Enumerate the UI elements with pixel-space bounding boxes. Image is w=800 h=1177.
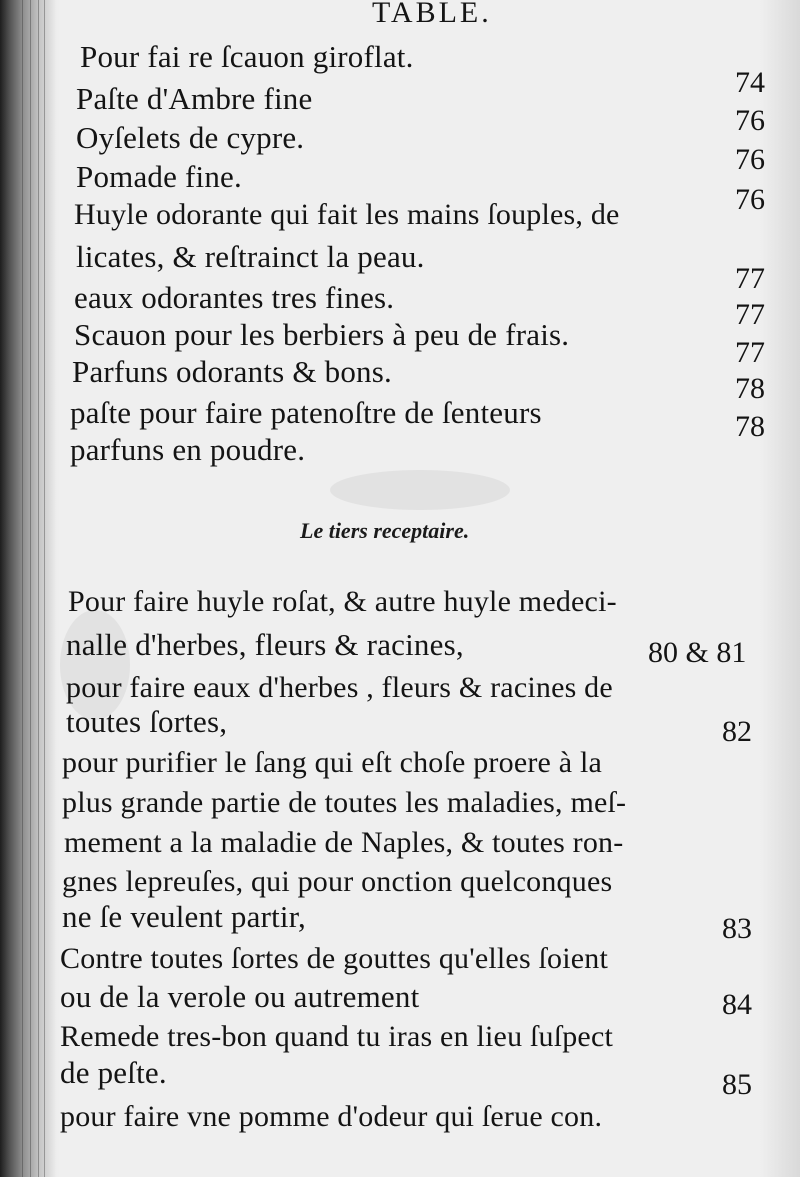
- toc-entry-text: ou de la verole ou autrement: [60, 979, 420, 1014]
- section-heading: Le tiers receptaire.: [300, 518, 470, 543]
- toc-entry-text: Scauon pour les berbiers à peu de frais.: [74, 317, 570, 352]
- toc-entry-text: Contre toutes ſortes de gouttes qu'elles ſoient: [60, 942, 609, 975]
- toc-entry-text: Oyſelets de cypre.: [76, 120, 305, 155]
- toc-entry-text: Huyle odorante qui fait les mains ſouples, de: [74, 198, 620, 231]
- toc-entry-text: licates, & reſtrainct la peau.: [76, 239, 425, 274]
- toc-entry-text: Parfuns odorants & bons.: [72, 354, 392, 389]
- toc-entry-page: 82: [722, 715, 752, 748]
- toc-entry-text: Pomade fine.: [76, 159, 242, 194]
- toc-entry-page: 84: [722, 988, 752, 1021]
- toc-entry-page: 76: [735, 143, 765, 176]
- toc-entry-text: ne ſe veulent partir,: [62, 899, 306, 934]
- toc-entry-page: 78: [735, 372, 765, 405]
- toc-entry-text: toutes ſortes,: [66, 704, 228, 739]
- toc-entry-text: mement a la maladie de Naples, & toutes ron-: [64, 826, 624, 859]
- toc-entry-text: paſte pour faire patenoſtre de ſenteurs: [70, 395, 542, 430]
- book-binding: [0, 0, 56, 1177]
- paper-stain: [330, 470, 510, 510]
- toc-entry-page: 77: [735, 336, 765, 369]
- toc-entry-page: 77: [735, 298, 765, 331]
- toc-entry-text: pour faire vne pomme d'odeur qui ſerue con.: [60, 1100, 603, 1133]
- toc-entry-page: 76: [735, 183, 765, 216]
- toc-entry-text: parfuns en poudre.: [70, 432, 306, 467]
- running-head: TABLE.: [372, 0, 492, 29]
- toc-entry-page: 74: [735, 66, 765, 99]
- toc-entry-page: 78: [735, 410, 765, 443]
- toc-entry-text: gnes lepreuſes, qui pour onction quelconques: [62, 865, 613, 898]
- toc-entry-page: 85: [722, 1068, 752, 1101]
- toc-entry-text: nalle d'herbes, fleurs & racines,: [66, 627, 464, 662]
- toc-entry-text: pour faire eaux d'herbes , fleurs & racines de: [66, 671, 613, 704]
- toc-entry-page: 83: [722, 912, 752, 945]
- toc-entry-text: Paſte d'Ambre fine: [76, 81, 313, 116]
- toc-entry-page: 76: [735, 104, 765, 137]
- toc-entry-text: de peſte.: [60, 1055, 167, 1090]
- toc-entry-text: pour purifier le ſang qui eſt choſe proere à la: [62, 746, 603, 779]
- toc-entry-text: eaux odorantes tres fines.: [74, 280, 395, 315]
- toc-entry-text: Pour fai re ſcauon giroflat.: [80, 39, 414, 74]
- toc-entry-page: 77: [735, 262, 765, 295]
- toc-entry-text: Pour faire huyle roſat, & autre huyle medeci-: [68, 585, 617, 618]
- toc-entry-page: 80 & 81: [648, 636, 747, 669]
- toc-entry-text: Remede tres-bon quand tu iras en lieu ſuſpect: [60, 1020, 613, 1053]
- toc-entry-text: plus grande partie de toutes les maladies, meſ-: [62, 786, 627, 819]
